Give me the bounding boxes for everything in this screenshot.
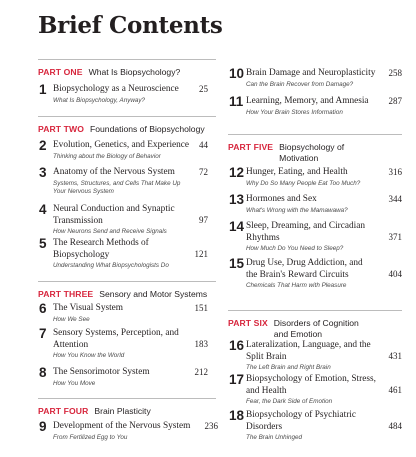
- chapter-subtitle: Chemicals That Harm with Pleasure: [246, 282, 347, 289]
- part-title-line-1: Disorders of Cognition: [273, 318, 359, 328]
- part-title: Brain Plasticity: [94, 406, 151, 416]
- chapter-page: 484: [388, 421, 402, 431]
- part-title: What Is Biopsychology?: [88, 67, 181, 77]
- chapter-title: Hunger, Eating, and Health: [246, 167, 348, 177]
- page-title: Brief Contents: [38, 12, 223, 39]
- chapter-entry-15[interactable]: [228, 258, 402, 291]
- chapter-subtitle: Understanding What Biopsychologists Do: [53, 262, 169, 269]
- part-two-heading: [38, 116, 216, 135]
- chapter-title: Evolution, Genetics, and Experience: [53, 140, 190, 150]
- part-label: PART TWO: [38, 124, 84, 134]
- chapter-title: Biopsychology as a Neuroscience: [53, 84, 179, 94]
- part-title-line-1: Biopsychology of: [279, 142, 345, 152]
- chapter-entry-5[interactable]: [38, 238, 208, 271]
- part-five-heading: [228, 134, 402, 164]
- chapter-page: 25: [199, 84, 208, 94]
- chapter-title: Neural Conduction and Synaptic Transmission: [53, 204, 175, 226]
- chapter-number: 3: [39, 165, 47, 180]
- part-six-heading: [228, 310, 402, 340]
- chapter-page: 431: [388, 351, 402, 361]
- chapter-page: 258: [388, 68, 402, 78]
- chapter-entry-14[interactable]: [228, 221, 402, 254]
- chapter-entry-7[interactable]: [38, 328, 208, 361]
- chapter-subtitle: How You Know the World: [53, 352, 125, 359]
- chapter-title: Anatomy of the Nervous System: [53, 167, 175, 177]
- chapter-entry-10[interactable]: [228, 68, 402, 89]
- chapter-number: 11: [229, 94, 244, 109]
- chapter-entry-4[interactable]: [38, 204, 208, 237]
- chapter-number: 13: [229, 192, 245, 207]
- chapter-page: 44: [199, 140, 208, 150]
- chapter-page: 72: [199, 167, 208, 177]
- chapter-title: Sensory Systems, Perception, and Attention: [53, 328, 179, 350]
- chapter-page: 344: [388, 194, 402, 204]
- chapter-subtitle: Can the Brain Recover from Damage?: [246, 80, 354, 88]
- chapter-entry-9[interactable]: [38, 419, 218, 442]
- chapter-number: 7: [39, 326, 47, 341]
- chapter-subtitle: Why Do So Many People Eat Too Much?: [246, 179, 361, 187]
- chapter-title: The Sensorimotor System: [53, 367, 150, 377]
- chapter-entry-16[interactable]: [228, 340, 402, 373]
- chapter-title: Biopsychology of Emotion, Stress, and Health: [246, 374, 376, 396]
- chapter-subtitle: How Your Brain Stores Information: [246, 108, 343, 116]
- chapter-title: Brain Damage and Neuroplasticity: [246, 68, 376, 78]
- chapter-number: 12: [229, 165, 245, 180]
- chapter-number: 10: [229, 66, 245, 81]
- chapter-subtitle: How Neurons Send and Receive Signals: [53, 228, 167, 235]
- chapter-subtitle: The Left Brain and Right Brain: [246, 364, 331, 371]
- chapter-subtitle: Fear, the Dark Side of Emotion: [246, 398, 333, 405]
- chapter-page: 236: [204, 421, 218, 431]
- chapter-page: 151: [194, 303, 208, 313]
- chapter-entry-2[interactable]: [38, 140, 208, 161]
- chapter-subtitle: How You Move: [53, 379, 96, 387]
- chapter-entry-1[interactable]: [38, 84, 208, 105]
- chapter-title: Biopsychology of Psychiatric Disorders: [246, 410, 357, 432]
- chapter-subtitle: How Much Do You Need to Sleep?: [246, 245, 344, 252]
- part-label: PART THREE: [38, 289, 94, 299]
- chapter-entry-18[interactable]: [228, 410, 402, 443]
- chapter-number: 18: [229, 408, 245, 423]
- chapter-page: 287: [388, 96, 402, 106]
- chapter-entry-12[interactable]: [228, 167, 402, 188]
- chapter-subtitle: Thinking about the Biology of Behavior: [53, 152, 161, 160]
- chapter-page: 404: [388, 269, 402, 279]
- chapter-page: 212: [194, 367, 208, 377]
- chapter-entry-3[interactable]: [38, 167, 208, 197]
- chapter-page: 183: [194, 339, 208, 349]
- part-one-heading: [38, 59, 216, 78]
- chapter-number: 4: [39, 202, 47, 217]
- chapter-subtitle: The Brain Unhinged: [246, 434, 303, 441]
- chapter-title: Hormones and Sex: [246, 194, 317, 204]
- part-four-heading: [38, 398, 216, 417]
- chapter-number: 8: [39, 365, 47, 380]
- chapter-subtitle: What Is Biopsychology, Anyway?: [53, 96, 146, 104]
- chapter-title: Learning, Memory, and Amnesia: [246, 96, 369, 106]
- chapter-entry-11[interactable]: [228, 96, 402, 117]
- part-title-line-2: Motivation: [279, 153, 319, 163]
- chapter-number: 2: [39, 138, 47, 153]
- part-title: Sensory and Motor Systems: [99, 289, 208, 299]
- chapter-number: 5: [39, 236, 47, 251]
- part-label: PART FOUR: [38, 406, 89, 416]
- chapter-entry-17[interactable]: [228, 374, 402, 407]
- chapter-title: Lateralization, Language, and the Split Brain: [246, 340, 371, 362]
- chapter-entry-13[interactable]: [228, 194, 402, 215]
- chapter-page: 97: [199, 215, 208, 225]
- chapter-number: 16: [229, 338, 245, 353]
- chapter-page: 316: [388, 167, 402, 177]
- chapter-title: The Research Methods of Biopsychology: [53, 238, 149, 260]
- chapter-number: 9: [39, 419, 47, 434]
- chapter-subtitle: What's Wrong with the Mamawawa?: [246, 206, 348, 214]
- chapter-page: 461: [388, 385, 402, 395]
- chapter-subtitle: From Fertilized Egg to You: [53, 433, 128, 441]
- chapter-title: Drug Use, Drug Addiction, and the Brain's Reward Circuits: [246, 258, 363, 280]
- chapter-subtitle: Systems, Structures, and Cells That Make Up Your Nervous System: [53, 179, 181, 195]
- part-label: PART FIVE: [228, 142, 274, 152]
- chapter-number: 1: [39, 82, 47, 97]
- part-label: PART SIX: [228, 318, 268, 328]
- part-title: Foundations of Biopsychology: [90, 124, 205, 134]
- chapter-page: 371: [388, 232, 402, 242]
- part-title-line-2: and Emotion: [273, 329, 323, 339]
- chapter-entry-6[interactable]: [38, 303, 208, 324]
- chapter-subtitle: How We See: [53, 315, 90, 323]
- chapter-number: 14: [229, 219, 245, 234]
- chapter-entry-8[interactable]: [38, 367, 208, 388]
- chapter-page: 121: [194, 249, 208, 259]
- chapter-title: The Visual System: [53, 303, 124, 313]
- chapter-number: 17: [229, 372, 245, 387]
- part-three-heading: [38, 281, 216, 300]
- chapter-number: 15: [229, 256, 245, 271]
- chapter-title: Sleep, Dreaming, and Circadian Rhythms: [246, 221, 366, 243]
- chapter-number: 6: [39, 301, 47, 316]
- chapter-title: Development of the Nervous System: [53, 421, 191, 431]
- part-label: PART ONE: [38, 67, 83, 77]
